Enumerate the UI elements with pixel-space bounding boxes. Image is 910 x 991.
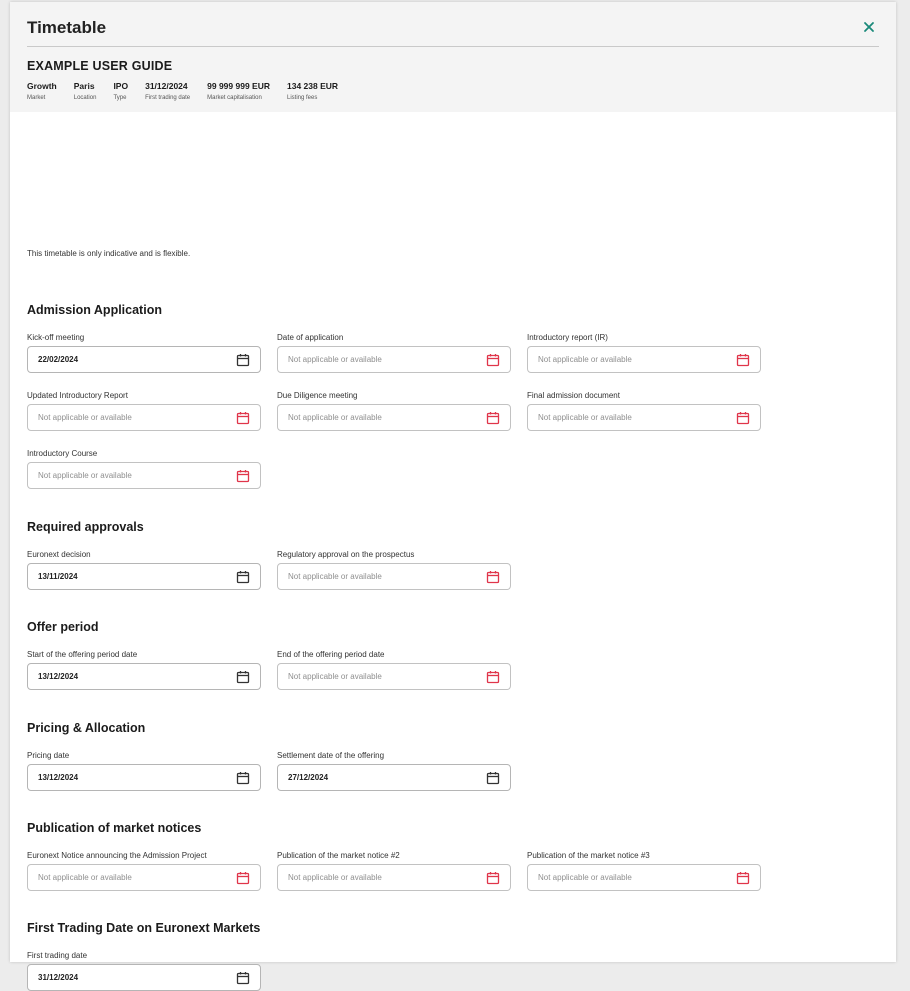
section-title: Offer period (27, 620, 99, 634)
date-input-value: Not applicable or available (288, 873, 382, 882)
date-input-value: Not applicable or available (288, 355, 382, 364)
date-field (27, 333, 261, 373)
date-input-value: 22/02/2024 (38, 355, 79, 364)
date-input[interactable] (277, 663, 511, 690)
date-field (527, 851, 761, 891)
date-input-value: Not applicable or available (538, 413, 632, 422)
date-field-label: Updated Introductory Report (27, 391, 128, 400)
date-field-label: Introductory Course (27, 449, 98, 458)
calendar-icon[interactable] (236, 871, 250, 885)
date-input[interactable] (27, 563, 261, 590)
calendar-icon[interactable] (486, 670, 500, 684)
summary-label: Type (113, 95, 127, 101)
date-field-label: Final admission document (527, 391, 620, 400)
calendar-icon[interactable] (236, 469, 250, 483)
modal-title: Timetable (27, 18, 107, 37)
date-field (27, 650, 261, 690)
date-field-label: Euronext Notice announcing the Admission Project (27, 851, 207, 860)
date-field (527, 391, 761, 431)
summary-value: Paris (73, 81, 95, 91)
date-field-label: Date of application (277, 333, 344, 342)
date-field-label: End of the offering period date (277, 650, 385, 659)
date-field-label: Start of the offering period date (27, 650, 138, 659)
date-input-value: 13/11/2024 (38, 572, 78, 581)
date-field (27, 391, 261, 431)
summary-value: 134 238 EUR (286, 81, 339, 91)
calendar-icon[interactable] (236, 570, 250, 584)
guide-title: EXAMPLE USER GUIDE (27, 59, 173, 73)
summary-value: Growth (27, 81, 57, 91)
summary-label: First trading date (145, 95, 191, 101)
date-field-label: Introductory report (IR) (527, 333, 608, 342)
calendar-icon[interactable] (736, 411, 750, 425)
summary-value: IPO (113, 81, 129, 91)
header-divider (27, 46, 879, 47)
date-field-label: Euronext decision (27, 550, 91, 559)
summary-item (113, 81, 128, 103)
date-input-value: Not applicable or available (288, 572, 382, 581)
date-field-label: Publication of the market notice #3 (527, 851, 650, 860)
calendar-icon[interactable] (236, 353, 250, 367)
date-input[interactable] (27, 964, 261, 991)
date-field-label: Due Diligence meeting (277, 391, 358, 400)
date-field-label: Pricing date (27, 751, 70, 760)
summary-value: 99 999 999 EUR (207, 81, 270, 91)
calendar-icon[interactable] (236, 670, 250, 684)
section-title: Admission Application (27, 303, 162, 317)
date-input[interactable] (277, 563, 511, 590)
date-field (277, 550, 511, 590)
date-field-label: Publication of the market notice #2 (277, 851, 400, 860)
date-input[interactable] (27, 864, 261, 891)
section-title: First Trading Date on Euronext Markets (27, 921, 261, 935)
date-input[interactable] (27, 663, 261, 690)
calendar-icon[interactable] (486, 353, 500, 367)
date-input-value: Not applicable or available (38, 471, 132, 480)
section-title: Publication of market notices (27, 821, 202, 835)
date-field (27, 449, 261, 489)
date-field (277, 851, 511, 891)
section-title: Pricing & Allocation (27, 721, 146, 735)
calendar-icon[interactable] (486, 771, 500, 785)
calendar-icon[interactable] (486, 570, 500, 584)
calendar-icon[interactable] (486, 871, 500, 885)
date-field (277, 751, 511, 791)
close-icon[interactable] (862, 20, 876, 34)
date-input[interactable] (27, 404, 261, 431)
summary-label: Market (27, 95, 46, 101)
summary-label: Location (73, 95, 97, 101)
calendar-icon[interactable] (486, 411, 500, 425)
calendar-icon[interactable] (236, 971, 250, 985)
date-field (27, 550, 261, 590)
indicative-note: This timetable is only indicative and is flexible. (27, 249, 191, 258)
calendar-icon[interactable] (736, 871, 750, 885)
date-field (277, 333, 511, 373)
summary-item (74, 81, 97, 103)
date-input-value: Not applicable or available (38, 873, 132, 882)
modal-header (10, 2, 896, 112)
date-input-value: Not applicable or available (538, 873, 632, 882)
date-input[interactable] (27, 346, 261, 373)
date-field (277, 391, 511, 431)
date-input-value: 31/12/2024 (38, 973, 79, 982)
date-input[interactable] (27, 462, 261, 489)
date-input[interactable] (277, 764, 511, 791)
date-field (27, 851, 261, 891)
date-field-label: Kick-off meeting (27, 333, 85, 342)
date-input-value: 13/12/2024 (38, 773, 79, 782)
calendar-icon[interactable] (736, 353, 750, 367)
date-input-value: Not applicable or available (288, 672, 382, 681)
summary-item (27, 81, 57, 103)
summary-label: Market capitalisation (207, 95, 262, 101)
date-input[interactable] (277, 404, 511, 431)
date-field-label: Settlement date of the offering (277, 751, 385, 760)
date-input[interactable] (527, 404, 761, 431)
date-input-value: Not applicable or available (38, 413, 132, 422)
date-input[interactable] (527, 346, 761, 373)
section-title: Required approvals (27, 520, 144, 534)
date-field (277, 650, 511, 690)
date-field-label: Regulatory approval on the prospectus (277, 550, 415, 559)
date-input-value: 13/12/2024 (38, 672, 79, 681)
date-field-label: First trading date (27, 951, 88, 960)
date-input[interactable] (277, 346, 511, 373)
date-field (527, 333, 761, 373)
date-input-value: 27/12/2024 (288, 773, 329, 782)
summary-item (145, 81, 190, 103)
date-input-value: Not applicable or available (288, 413, 382, 422)
timetable-modal (10, 2, 896, 982)
summary-label: Listing fees (286, 95, 318, 101)
summary-item (207, 81, 270, 103)
date-input[interactable] (527, 864, 761, 891)
date-input[interactable] (27, 764, 261, 791)
date-field (27, 951, 261, 991)
calendar-icon[interactable] (236, 411, 250, 425)
date-input-value: Not applicable or available (538, 355, 632, 364)
date-input[interactable] (277, 864, 511, 891)
company-summary (27, 81, 355, 103)
date-field (27, 751, 261, 791)
summary-value: 31/12/2024 (145, 81, 188, 91)
calendar-icon[interactable] (236, 771, 250, 785)
summary-item (287, 81, 338, 103)
